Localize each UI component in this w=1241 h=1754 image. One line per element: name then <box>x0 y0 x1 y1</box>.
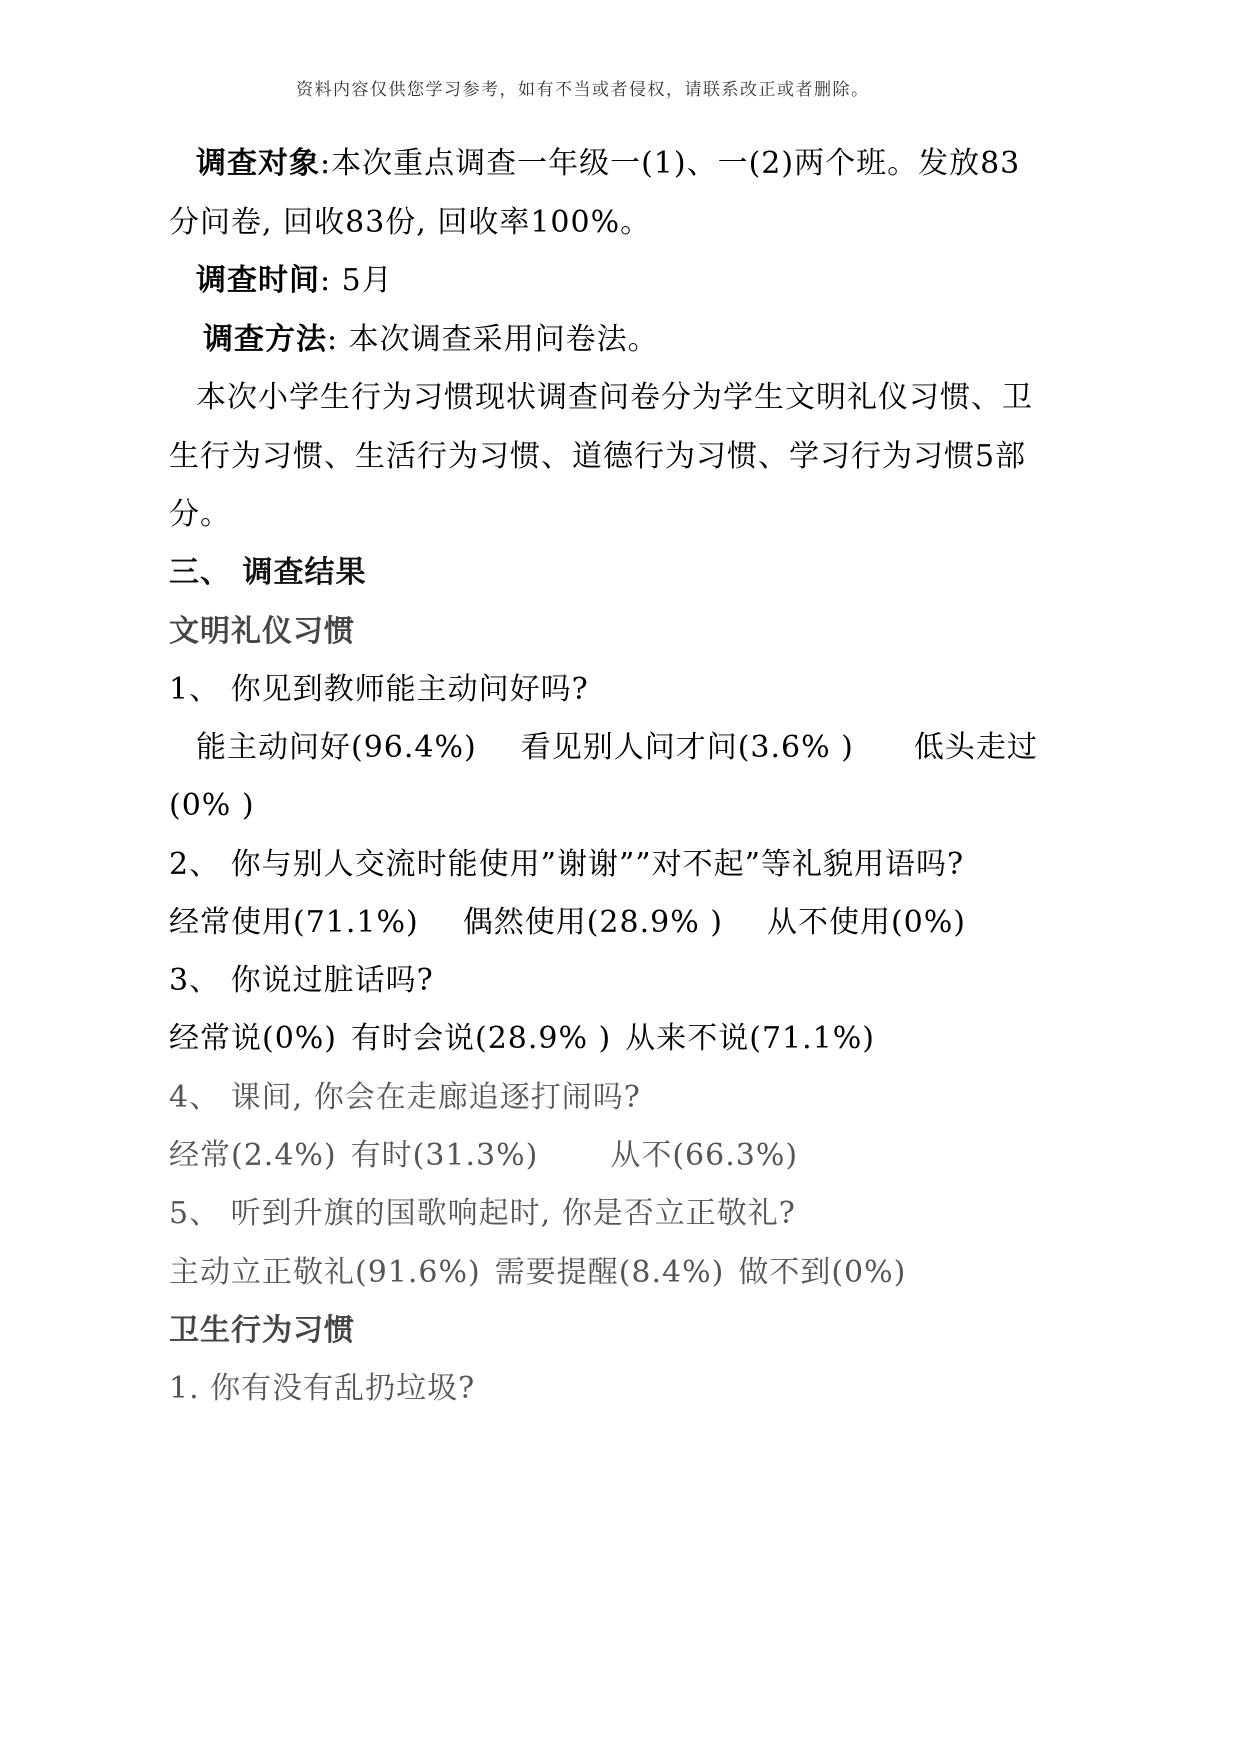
answer-option: 经常说(0%) <box>169 1021 338 1056</box>
intro-line-2: 生行为习惯、生活行为习惯、道德行为习惯、学习行为习惯5部 <box>169 439 1027 474</box>
answer-option: 有时(31.3%) <box>350 1138 539 1173</box>
answer-option: 看见别人问才问(3.6% ) <box>520 730 854 765</box>
survey-method-line <box>203 320 659 360</box>
answer-option: 做不到(0%) <box>738 1255 907 1290</box>
question-1-answers-cont: (0% ) <box>169 788 255 823</box>
question-1-answers <box>196 728 1038 768</box>
survey-object-line <box>196 144 1020 184</box>
answer-option: 低头走过 <box>913 730 1038 765</box>
survey-method-text: : 本次调查采用问卷法。 <box>327 322 659 357</box>
question-1: 1、 你见到教师能主动问好吗? <box>169 672 589 707</box>
answer-option: 从不使用(0%) <box>766 905 966 940</box>
question-5-answers <box>169 1253 906 1293</box>
answer-option: 能主动问好(96.4%) <box>196 730 477 765</box>
intro-line-3: 分。 <box>169 497 231 532</box>
survey-object-text-cont: 分问卷, 回收83份, 回收率100%。 <box>169 205 652 240</box>
survey-time-label: 调查时间 <box>196 263 320 298</box>
section-title-etiquette: 文明礼仪习惯 <box>169 614 355 649</box>
answer-option: 经常使用(71.1%) <box>169 905 419 940</box>
header-notice: 资料内容仅供您学习参考，如有不当或者侵权，请联系改正或者删除。 <box>296 80 870 100</box>
answer-option: 需要提醒(8.4%) <box>494 1255 725 1290</box>
section-title-hygiene: 卫生行为习惯 <box>169 1313 355 1348</box>
question-4-answers <box>169 1136 798 1176</box>
answer-option: 从来不说(71.1%) <box>625 1021 875 1056</box>
question-2-answers <box>169 903 966 943</box>
answer-option: 主动立正敬礼(91.6%) <box>169 1255 481 1290</box>
survey-object-label: 调查对象 <box>196 146 320 181</box>
survey-time-text: : 5月 <box>320 263 393 298</box>
answer-option: 从不(66.3%) <box>610 1138 799 1173</box>
hygiene-question-1: 1. 你有没有乱扔垃圾? <box>169 1371 476 1406</box>
question-3-answers <box>169 1019 875 1059</box>
question-3: 3、 你说过脏话吗? <box>169 963 434 998</box>
results-heading: 三、 调查结果 <box>169 555 367 590</box>
survey-method-label: 调查方法 <box>203 322 327 357</box>
intro-line-1: 本次小学生行为习惯现状调查问卷分为学生文明礼仪习惯、卫 <box>196 380 1033 415</box>
answer-option: 经常(2.4%) <box>169 1138 337 1173</box>
answer-option: 有时会说(28.9% ) <box>351 1021 612 1056</box>
question-2: 2、 你与别人交流时能使用”谢谢””对不起”等礼貌用语吗? <box>169 847 965 882</box>
survey-time-line <box>196 261 393 301</box>
question-4: 4、 课间, 你会在走廊追逐打闹吗? <box>169 1080 641 1115</box>
answer-option: 偶然使用(28.9% ) <box>462 905 723 940</box>
survey-object-text: :本次重点调查一年级一(1)、一(2)两个班。发放83 <box>320 146 1021 181</box>
question-5: 5、 听到升旗的国歌响起时, 你是否立正敬礼? <box>169 1196 796 1231</box>
